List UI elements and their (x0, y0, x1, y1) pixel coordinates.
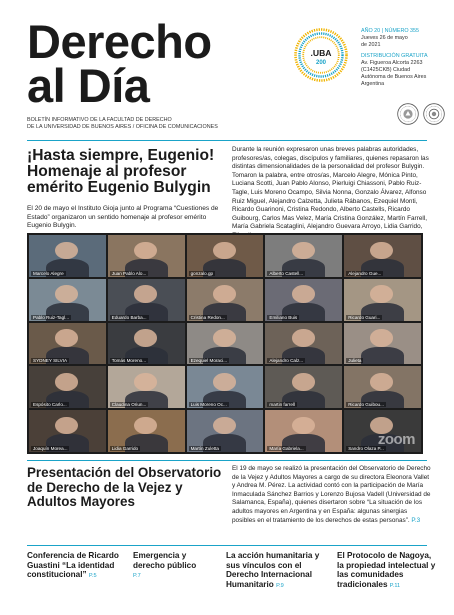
issue-info (361, 28, 449, 87)
footer-teaser-4[interactable] (337, 551, 437, 591)
participant-name: Claudina Oriun... (111, 402, 147, 408)
participant-head (292, 285, 315, 303)
participant-head (370, 285, 393, 303)
participant-head (55, 417, 78, 435)
issue-date-line-2: de 2021 (361, 41, 381, 48)
participant-tile (29, 410, 106, 452)
participant-head (213, 242, 236, 260)
participant-tile (29, 323, 106, 365)
participant-head (370, 329, 393, 347)
participant-head (292, 417, 315, 435)
participant-tile (29, 366, 106, 408)
participant-tile (108, 279, 185, 321)
issue-address-line-3: Autónoma de Buenos Aires (361, 73, 427, 80)
participant-name: Marcelo Alegre (33, 270, 64, 276)
uba-200-logo (294, 28, 348, 82)
footer-teaser-4-page: P.11 (389, 582, 401, 589)
university-seal-icon (423, 103, 445, 125)
masthead-title-line-2: al Día (27, 59, 150, 112)
second-page-ref: P.3 (411, 516, 421, 524)
footer-teaser-2-title: Emergencia y derecho público (133, 551, 197, 570)
participant-head (370, 373, 393, 391)
participant-tile (344, 235, 421, 277)
participant-name: SYDNEY SILVIA (33, 358, 68, 364)
participant-head (213, 417, 236, 435)
participant-tile (265, 366, 342, 408)
masthead (27, 15, 212, 112)
lead-intro: El 20 de mayo el Instituto Gioja junto al Programa “Cuestiones de Estado” organizaron un sentido homenaje al profesor emérito Eugenio Bulygin. (27, 205, 219, 230)
masthead-subtitle-line-1: BOLETÍN INFORMATIVO DE LA FACULTAD DE DERECHO (27, 117, 172, 123)
masthead-subtitle (27, 117, 218, 131)
header-divider (27, 140, 427, 141)
participant-name: Tomás Moreno... (111, 358, 147, 364)
zoom-meeting-screenshot (27, 233, 423, 454)
participant-body (361, 347, 404, 365)
footer-teaser-1-title: Conferencia de Ricardo Guastini “La identidad constitucional” (27, 551, 119, 580)
participant-name: Martín Zuletta (190, 445, 219, 451)
participant-name: Joaquín Morea... (33, 445, 68, 451)
participant-head (213, 285, 236, 303)
zoom-watermark: zoom (377, 430, 415, 448)
issue-address-line-4: Argentina (361, 80, 385, 87)
issue-address-line-2: (C1425CKB) Ciudad (361, 66, 411, 73)
participant-name: Pablo Ruiz-Tagl... (33, 314, 70, 320)
participant-tile (265, 323, 342, 365)
participant-name: Julieta (348, 358, 362, 364)
footer-teaser-3[interactable] (226, 551, 329, 591)
participant-tile (108, 323, 185, 365)
masthead-subtitle-line-2: DE LA UNIVERSIDAD DE BUENOS AIRES / OFICINA DE COMUNICACIONES (27, 124, 218, 130)
participant-tile (187, 279, 264, 321)
participant-head (370, 242, 393, 260)
issue-address-line-1: Av. Figueroa Alcorta 2263 (361, 60, 423, 67)
participant-name: gonzalo.gp (190, 270, 214, 276)
participant-name: Juan Pablo Alo... (111, 270, 147, 276)
participant-head (134, 373, 157, 391)
participant-head (292, 242, 315, 260)
logo-text: .UBA (310, 48, 332, 58)
participant-name: Sandro Olaza P... (348, 445, 384, 451)
second-body-block (232, 465, 432, 525)
participant-head (55, 373, 78, 391)
footer-teaser-3-title: La acción humanitaria y sus vínculos con el Derecho Internacional Humanitario (226, 551, 320, 589)
participant-tile (344, 410, 421, 452)
participant-head (292, 329, 315, 347)
second-headline: Presentación del Observatorio de Derecho de la Vejez y Adultos Mayores (27, 465, 222, 510)
participant-tile (344, 279, 421, 321)
participant-tile (187, 410, 264, 452)
masthead-title-line-1: Derecho (27, 15, 212, 68)
participant-tile (344, 323, 421, 365)
participant-head (213, 373, 236, 391)
participant-name: Lidia Garrido (111, 445, 139, 451)
participant-name: Ricardo Guibou... (348, 402, 384, 408)
participant-tile (265, 410, 342, 452)
participant-name: Alejandro Gue... (348, 270, 382, 276)
participant-name: María Gabriela... (269, 445, 304, 451)
participant-name: Espósito Carlo... (33, 402, 67, 408)
participant-tile (187, 235, 264, 277)
participant-tile (265, 279, 342, 321)
participant-name: Eduardo Barba... (111, 314, 147, 320)
participant-name: Emiliano Buis (269, 314, 298, 320)
footer-teaser-1-page: P.5 (88, 573, 97, 580)
participant-head (134, 329, 157, 347)
faculty-seal-icon (397, 103, 419, 125)
footer-teaser-2[interactable] (133, 551, 213, 582)
footer-teaser-1[interactable] (27, 551, 125, 582)
participant-tile (108, 235, 185, 277)
participant-head (55, 242, 78, 260)
participant-name: Ezequiel Moraci... (190, 358, 228, 364)
lead-headline: ¡Hasta siempre, Eugenio! Homenaje al profesor emérito Eugenio Bulygin (27, 147, 215, 196)
participant-name: martin farrell (269, 402, 295, 408)
participant-head (213, 329, 236, 347)
footer-divider (27, 545, 427, 546)
participant-tile (187, 366, 264, 408)
participant-name: Cristina Redon... (190, 314, 225, 320)
participant-name: Alejandro Calz... (269, 358, 304, 364)
participant-tile (29, 235, 106, 277)
footer-teaser-3-page: P.9 (276, 582, 284, 589)
participant-name: Ricardo Guari... (348, 314, 381, 320)
issue-date-line-1: Jueves 26 de mayo (361, 34, 408, 41)
participant-head (134, 417, 157, 435)
participant-head (134, 242, 157, 260)
lead-body: Durante la reunión expresaron unas breves palabras autoridades, profesores/as, colegas, discípulos y familiares, quienes repasaron las distintas dimensionalidades de la personalidad del profesor Bulygin. Tomaron la palabra, entre otros/as, Marcelo Alegre, Mónica Pinto, Luciana Scotti, Juan Pablo Alonso, Pierluigi Chiassoni, Pablo Ruiz-Tagle, Luis Moreno Ocampo, Silvia Nonna, Gonzalo Álvarez, Alfonso Ruiz Miguel, Alejandro Calzetta, Julieta Rábanos, Ezequiel Monti, Ricardo Guarinoni, Cristina Redondo, Alberto Castells, Ricardo Guibourg, Carlos Mas Velez, María Cristina González, Martín Farrell, María Gabriela Scataglini, Alejandro Guevara Arroyo, Lidia Garrido, (232, 146, 429, 231)
issue-distribution: DISTRIBUCIÓN GRATUITA (361, 53, 428, 60)
footer-teaser-2-page: P.7 (133, 573, 141, 580)
participant-name: Alberto Castell... (269, 270, 304, 276)
participant-head (55, 329, 78, 347)
participant-tile (187, 323, 264, 365)
issue-number: AÑO 20 | NÚMERO 355 (361, 28, 420, 34)
participant-tile (108, 366, 185, 408)
participant-name: Luis Moreno Oc... (190, 402, 227, 408)
footer-teaser-4-title: El Protocolo de Nagoya, la propiedad intelectual y las comunidades tradicionales (337, 551, 436, 589)
participant-head (292, 373, 315, 391)
participant-tile (344, 366, 421, 408)
participant-tile (108, 410, 185, 452)
second-body: El 19 de mayo se realizó la presentación del Observatorio de Derecho de la Vejez y Adultos Mayores a cargo de su directora Eleonora Vallet y Andrea M. Pérez. La actividad contó con la participación de María Inmaculada Sánchez Barrios y Lorenzo Bujosa Vadell (Universidad de Salamanca, España), quienes disertaron sobre “La situación de los adultos mayores en Argentina y en España: algunas sinergias posibles en el tratamiento de los derechos de estas personas”. (232, 465, 431, 524)
participant-head (134, 285, 157, 303)
section-divider (27, 460, 427, 461)
participant-head (55, 285, 78, 303)
participant-tile (265, 235, 342, 277)
participant-tile (29, 279, 106, 321)
logo-year: 200 (315, 60, 327, 66)
